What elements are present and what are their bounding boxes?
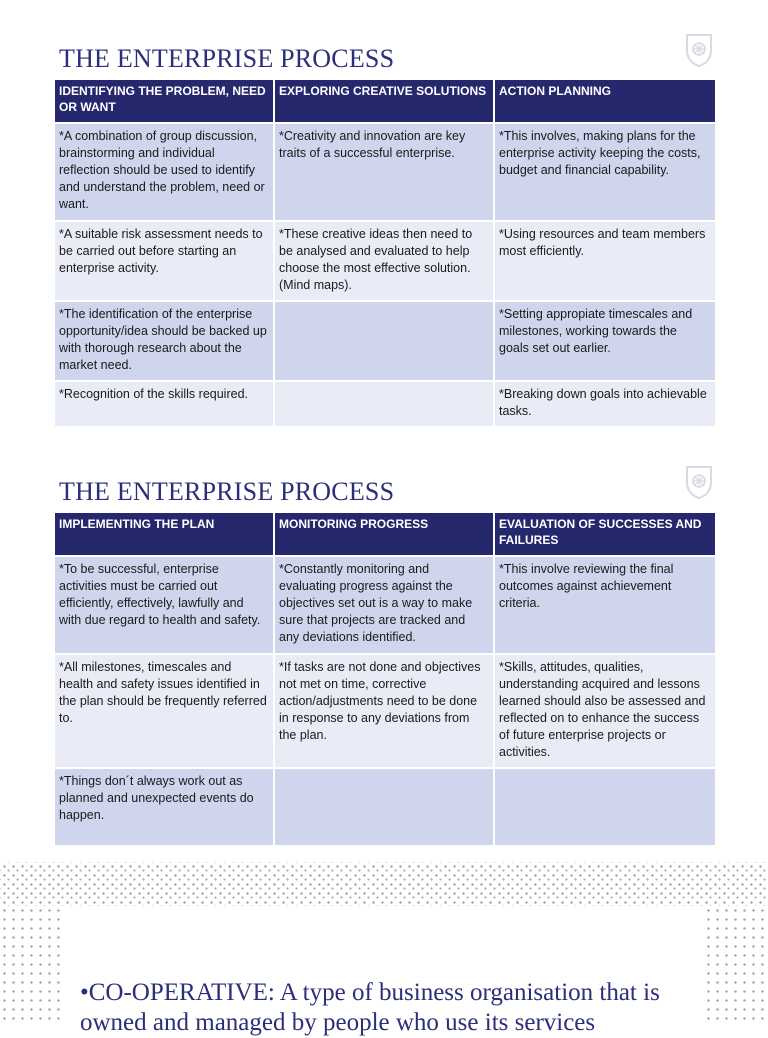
table-header-row xyxy=(55,80,715,124)
table-cell xyxy=(275,769,493,847)
slide-2 xyxy=(0,432,768,852)
enterprise-process-table-2 xyxy=(53,513,717,847)
table-row xyxy=(55,769,715,847)
crest-icon xyxy=(684,32,714,68)
table-cell: *Breaking down goals into achievable tasks. xyxy=(495,382,715,428)
slide-1 xyxy=(0,0,768,430)
header-exploring-solutions: EXPLORING CREATIVE SOLUTIONS xyxy=(275,80,493,124)
cooperative-definition: •CO-OPERATIVE: A type of business organisation that is owned and managed by people who use its services xyxy=(80,979,660,1036)
table-cell xyxy=(275,302,493,382)
table-cell: *Skills, attitudes, qualities, understanding acquired and lessons learned should also be assessed and reflected on to enhance the success of future enterprise projects or activities. xyxy=(495,655,715,769)
header-action-planning: ACTION PLANNING xyxy=(495,80,715,124)
table-cell: *Things don´t always work out as planned and unexpected events do happen. xyxy=(55,769,273,847)
table-row xyxy=(55,124,715,222)
table-cell: *Setting appropiate timescales and milestones, working towards the goals set out earlier. xyxy=(495,302,715,382)
table-cell: *To be successful, enterprise activities must be carried out efficiently, effectively, lawfully and with due regard to health and safety. xyxy=(55,557,273,655)
table-row xyxy=(55,382,715,428)
table-cell: *If tasks are not done and objectives not met on time, corrective action/adjustments need to be done in response to any deviations from the plan. xyxy=(275,655,493,769)
table-cell: *Creativity and innovation are key traits of a successful enterprise. xyxy=(275,124,493,222)
table-cell xyxy=(275,382,493,428)
table-cell: *This involves, making plans for the enterprise activity keeping the costs, budget and financial capability. xyxy=(495,124,715,222)
dot-pattern-right xyxy=(704,906,768,1024)
header-implementing-plan: IMPLEMENTING THE PLAN xyxy=(55,513,273,557)
table-cell: *A suitable risk assessment needs to be carried out before starting an enterprise activity. xyxy=(55,222,273,302)
table-row xyxy=(55,655,715,769)
table-cell: *The identification of the enterprise opportunity/idea should be backed up with thorough research about the market need. xyxy=(55,302,273,382)
header-identifying-problem: IDENTIFYING THE PROBLEM, NEED OR WANT xyxy=(55,80,273,124)
slide-title: THE ENTERPRISE PROCESS xyxy=(59,44,395,73)
dot-pattern-top-gray xyxy=(0,862,768,906)
table-cell: *All milestones, timescales and health and safety issues identified in the plan should be frequently referred to. xyxy=(55,655,273,769)
table-cell: *A combination of group discussion, brainstorming and individual reflection should be used to identify and understand the problem, need or want. xyxy=(55,124,273,222)
dot-pattern-left xyxy=(0,906,66,1024)
enterprise-process-table-1 xyxy=(53,80,717,428)
table-header-row xyxy=(55,513,715,557)
table-row xyxy=(55,302,715,382)
crest-icon xyxy=(684,464,714,500)
table-cell: *Using resources and team members most efficiently. xyxy=(495,222,715,302)
header-monitoring-progress: MONITORING PROGRESS xyxy=(275,513,493,557)
table-row xyxy=(55,557,715,655)
table-cell xyxy=(495,769,715,847)
table-cell: *This involve reviewing the final outcomes against achievement criteria. xyxy=(495,557,715,655)
table-row xyxy=(55,222,715,302)
header-evaluation: EVALUATION OF SUCCESSES AND FAILURES xyxy=(495,513,715,557)
slide-title: THE ENTERPRISE PROCESS xyxy=(59,477,395,506)
table-cell: *Constantly monitoring and evaluating progress against the objectives set out is a way to make sure that projects are tracked and any deviations identified. xyxy=(275,557,493,655)
table-cell: *Recognition of the skills required. xyxy=(55,382,273,428)
table-cell: *These creative ideas then need to be analysed and evaluated to help choose the most effective solution. (Mind maps). xyxy=(275,222,493,302)
